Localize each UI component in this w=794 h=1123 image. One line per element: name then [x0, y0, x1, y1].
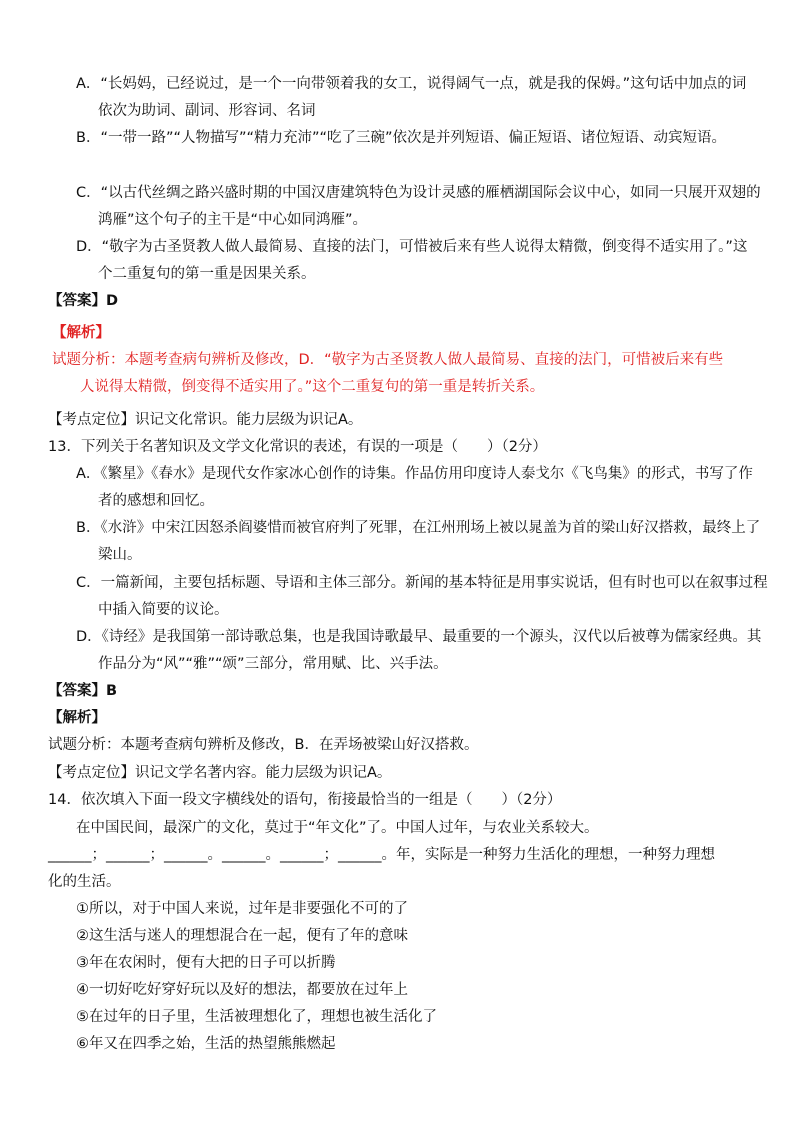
q12-option-c-line1: C．“以古代丝绸之路兴盛时期的中国汉唐建筑特色为设计灵感的雁栖湖国际会议中心，如同一只展开双翅的 [76, 185, 761, 201]
q12-analysis-line2: 人说得太精微，倒变得不适实用了。”这个二重复句的第一重是转折关系。 [80, 379, 545, 395]
q14-paragraph-line1: 在中国民间，最深广的文化，莫过于“年文化”了。中国人过年，与农业关系较大。 [76, 820, 599, 836]
q13-option-c-line1: C．一篇新闻，主要包括标题、导语和主体三部分。新闻的基本特征是用事实说话，但有时也可以在叙事过程 [76, 575, 768, 591]
q14-paragraph-line2: ______；______；______。______。______；______。年，实际是一种努力生活化的理想，一种努力理想 [48, 847, 715, 863]
q13-kaodian: 【考点定位】识记文学名著内容。能力层级为识记A。 [48, 765, 392, 781]
q13-analysis-label: 【解析】 [48, 710, 106, 726]
q13-analysis: 试题分析：本题考查病句辨析及修改，B．在弄场被梁山好汉搭救。 [48, 737, 479, 753]
q13-stem: 13．下列关于名著知识及文学文化常识的表述，有误的一项是（ ）（2分） [48, 439, 547, 455]
q12-option-c-line2: 鸿雁”这个句子的主干是“中心如同鸿雁”。 [98, 212, 368, 228]
q13-answer: 【答案】B [48, 683, 118, 699]
q12-analysis-line1: 试题分析：本题考查病句辨析及修改，D．“敬字为古圣贤教人做人最简易、直接的法门，可惜被后来有些 [52, 352, 724, 368]
q13-option-b-line2: 梁山。 [98, 547, 142, 563]
q13-option-d-line2: 作品分为“风”“雅”“颂”三部分，常用赋、比、兴手法。 [98, 656, 448, 672]
q13-option-a-line1: A．《繁星》《春水》是现代女作家冰心创作的诗集。作品仿用印度诗人泰戈尔《飞鸟集》的形式，书写了作 [76, 466, 753, 482]
q12-option-a-line2: 依次为助词、副词、形容词、名词 [98, 103, 316, 119]
q14-item-5: ⑤在过年的日子里，生活被理想化了，理想也被生活化了 [76, 1009, 437, 1025]
q14-item-2: ②这生活与迷人的理想混合在一起，便有了年的意味 [76, 928, 408, 944]
q13-option-c-line2: 中插入简要的议论。 [98, 602, 229, 618]
q14-item-4: ④一切好吃好穿好玩以及好的想法，都要放在过年上 [76, 982, 408, 998]
q13-option-a-line2: 者的感想和回忆。 [98, 493, 214, 509]
q13-option-d-line1: D．《诗经》是我国第一部诗歌总集，也是我国诗歌最早、最重要的一个源头，汉代以后被尊为儒家经典。其 [76, 629, 762, 645]
q14-item-6: ⑥年又在四季之始，生活的热望熊熊燃起 [76, 1036, 336, 1052]
q13-option-b-line1: B．《水浒》中宋江因怒杀阎婆惜而被官府判了死罪，在江州刑场上被以晁盖为首的梁山好汉搭救，最终上了 [76, 520, 761, 536]
q14-item-3: ③年在农闲时，便有大把的日子可以折腾 [76, 955, 336, 971]
q14-paragraph-line3: 化的生活。 [48, 874, 121, 890]
q14-stem: 14．依次填入下面一段文字横线处的语句，衔接最恰当的一组是（ ）（2分） [48, 792, 562, 808]
q12-option-a-line1: A．“长妈妈，已经说过，是一个一向带领着我的女工，说得阔气一点，就是我的保姆。”这句话中加点的词 [76, 76, 747, 92]
q12-option-d-line1: D．“敬字为古圣贤教人做人最简易、直接的法门，可惜被后来有些人说得太精微，倒变得不适实用了。”这 [76, 239, 748, 255]
q12-analysis-label: 【解析】 [52, 325, 110, 341]
q12-kaodian: 【考点定位】识记文化常识。能力层级为识记A。 [48, 412, 363, 428]
q14-item-1: ①所以，对于中国人来说，过年是非要强化不可的了 [76, 901, 408, 917]
q12-option-b: B．“一带一路”“人物描写”“精力充沛”“吃了三碗”依次是并列短语、偏正短语、诸位短语、动宾短语。 [76, 130, 727, 146]
q12-option-d-line2: 个二重复句的第一重是因果关系。 [98, 266, 316, 282]
q12-answer: 【答案】D [48, 293, 119, 309]
